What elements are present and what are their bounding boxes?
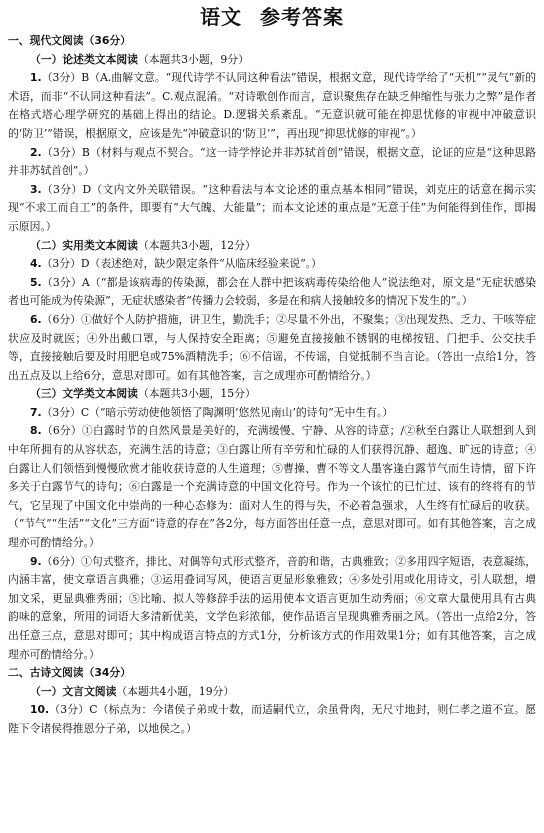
answer-item: 10.（3分）C（标点为：今诸侯子弟或十数，而适嗣代立，余虽骨肉，无尺寸地封，则仁孝之道不宣。愿陛下令诸侯得推恩分子弟，以地侯之。） <box>8 703 536 735</box>
section-heading: 二、古诗文阅读（34分） <box>8 666 131 680</box>
answer-item: 1.（3分）B（A.曲解文意。“现代诗学不认同这种看法”错误，根据文意，现代诗学给了“天机”“灵气”新的术语，而非“不认同这种看法”。C.观点混淆。“对诗歌创作而言，意识聚焦存在缺乏伸缩性与张力之弊”是作者在格式塔心理学研究的基础上得出的结论。D.逻辑关系紊乱。“无意识就可能在抑思忧修的审视中冲破意识的‘防卫’”错误，根据原文，应该是先“冲破意识的‘防卫’”，再出现“抑思忧修的审视”。） <box>8 71 536 140</box>
subsection-heading: （一）论述类文本阅读（本题共3小题，9分） <box>30 52 249 66</box>
answer-item: 4.（3分）D（表述绝对，缺少限定条件“从临床经验来说”。） <box>30 257 322 271</box>
title-text: 参考答案 <box>260 5 344 29</box>
answer-item: 3.（3分）D（文内文外关联错误。“这种看法与本文论述的重点基本相同”错误，刘克庄的话意在揭示实现“不求工而自工”的条件，即要有“大气魄、大能量”；而本文论述的重点是“无意于佳”为何能得到佳作，即揭示原因。） <box>8 182 536 233</box>
answer-item: 6.（6分）①做好个人防护措施，讲卫生，勤洗手；②尽量不外出，不聚集；③出现发热、乏力、干咳等症状应及时就医；④外出戴口罩，与人保持安全距离；⑤避免直接接触不锈钢的电梯按钮、门把手、公交扶手等，直接接触后要及时用肥皂或75%酒精洗手；⑥不信谣，不传谣，自觉抵制不当言论。（答出一点给1分，答出五点及以上给6分，意思对即可。如有其他答案，言之成理亦可酌情给分。） <box>8 312 536 382</box>
answer-item: 9.（6分）①句式整齐，排比、对偶等句式形式整齐，音韵和谐，古典雅致；②多用四字短语，表意凝练，内涵丰富，使文章语言典雅；③运用叠词写风，使语言更显形象雅致；④多处引用或化用诗文，引人联想，增加文采，更显典雅秀丽；⑤比喻、拟人等修辞手法的运用使本文语言更加生动秀丽；⑥文章大量使用具有古典韵味的意象，所用的词语大多清新优美，文学色彩浓郁，使作品语言呈现典雅秀丽之风。（答出一点给2分，答出任意三点，意思对即可；其中构成语言特点的方式1分，分析该方式的作用效果1分；如有其他答案，言之成理亦可酌情给分。） <box>8 554 536 661</box>
subsection-heading: （一）文言文阅读（本题共4小题，19分） <box>30 684 235 698</box>
answer-item: 5.（3分）A（“都是该病毒的传染源，都会在人群中把该病毒传染给他人”说法绝对，原文是“无症状感染者也可能成为传染源”，无症状感染者“传播力会较弱，多是在和病人接触较多的情况下发生的”。） <box>8 275 536 308</box>
title-subject: 语文 <box>200 5 242 29</box>
page-title <box>8 4 536 30</box>
answer-item: 8.（6分）①白露时节的自然风景是美好的，充满缓慢、宁静、从容的诗意；/②秋至白露让人联想到人到中年所拥有的从容状态，充满生活的诗意；③白露让所有辛劳和忙碌的人们获得沉静、超逸、旷远的诗意；④白露让人们领悟到慢慢欣赏才能收获诗意的人生道理；⑤曹操、曹不等文人墨客逢白露节气而生诗情，留下许多关于白露节气的诗句；⑥白露是一个充满诗意的中国文化符号。作为一个该忙的已忙过、该有的终将有的节气，它呈现了中国文化中崇尚的一种心态修为：面对人生的得与失，不必着急强求，人生终有忙碌后的收获。（“节气”“生活”“文化”三方面“诗意的存在”各2分，每方面答出任意一点，意思对即可。如有其他答案，言之成理亦可酌情给分。） <box>8 424 536 550</box>
subsection-heading: （二）实用类文本阅读（本题共3小题，12分） <box>30 238 256 252</box>
section-heading: 一、现代文阅读（36分） <box>8 34 131 47</box>
subsection-heading: （三）文学类文本阅读（本题共3小题，15分） <box>30 387 256 401</box>
answer-item: 2.（3分）B（材料与观点不契合。“这一诗学悖论并非苏轼首创”错误，根据文意，论证的应是“这种思路并非苏轼首创”。） <box>8 145 536 178</box>
answer-item: 7.（3分）C（“暗示劳动使他领悟了陶渊明‘悠然见南山’的诗句”无中生有。） <box>30 405 394 419</box>
